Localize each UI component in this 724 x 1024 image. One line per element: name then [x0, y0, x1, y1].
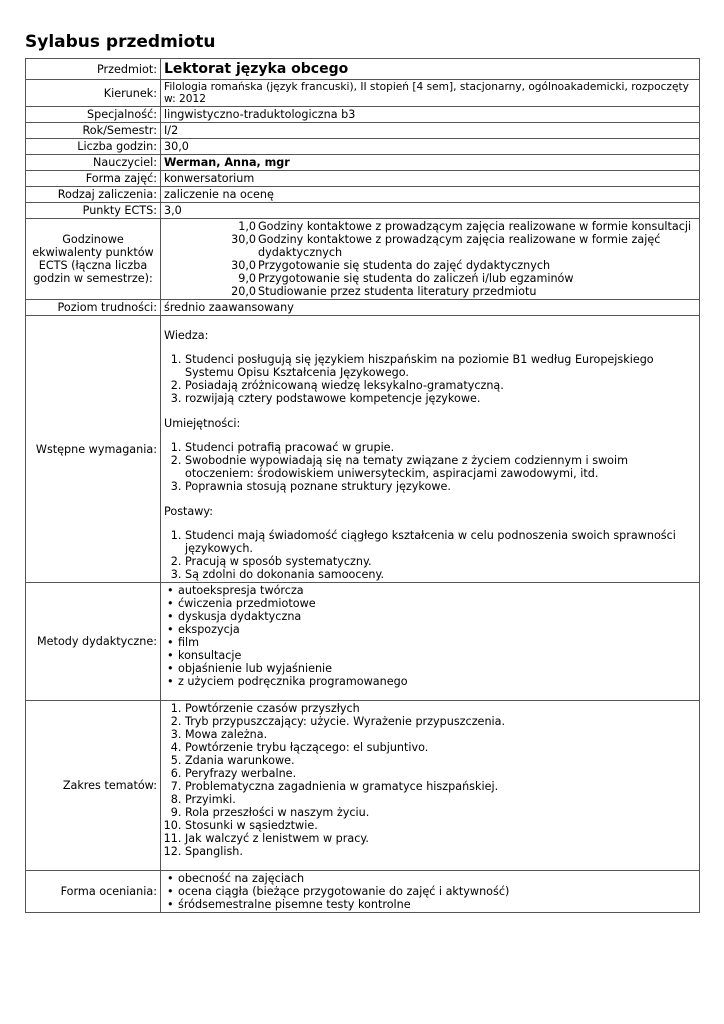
ects-item: [164, 220, 696, 233]
topics-list: [164, 702, 696, 858]
ects-item: [164, 285, 696, 298]
ects-text: Przygotowanie się studenta do zaliczeń i/lub egzaminów: [258, 272, 574, 285]
list-item: • z użyciem podręcznika programowanego: [178, 675, 696, 688]
row-poziom: [26, 300, 700, 316]
ects-text: Przygotowanie się studenta do zajęć dydaktycznych: [258, 259, 551, 272]
label-forma: Forma zajęć:: [26, 171, 161, 187]
ects-hours: 30,0: [231, 233, 256, 246]
ects-hours: 20,0: [231, 285, 256, 298]
list-item: 4. Powtórzenie trybu łączącego: el subjuntivo.: [185, 741, 696, 754]
row-grading: [26, 871, 700, 913]
row-rok: [26, 123, 700, 139]
list-item: 3. Są zdolni do dokonania samooceny.: [185, 568, 696, 581]
list-item: • ocena ciągła (bieżące przygotowanie do zajęć i aktywność): [178, 885, 696, 898]
requirements-heading-wiedza: Wiedza:: [164, 329, 209, 342]
list-item: 7. Problematyczna zagadnienia w gramatyce hiszpańskiej.: [185, 780, 696, 793]
grading-list: [164, 872, 696, 911]
list-item: 6. Peryfrazy werbalne.: [185, 767, 696, 780]
list-item: 8. Przyimki.: [185, 793, 696, 806]
value-przedmiot: Lektorat języka obcego: [161, 59, 700, 80]
value-kierunek: Filologia romańska (język francuski), II stopień [4 sem], stacjonarny, ogólnoakademicki, rozpoczęty w: 2012: [161, 80, 700, 107]
list-item: 1. Studenci mają świadomość ciągłego kształcenia w celu podnoszenia swoich sprawności językowych.: [185, 529, 696, 555]
label-godziny: Liczba godzin:: [26, 139, 161, 155]
ects-text: Godziny kontaktowe z prowadzącym zajęcia realizowane w formie zajęć dydaktycznych: [258, 233, 661, 259]
label-przedmiot: Przedmiot:: [26, 59, 161, 80]
ects-item: [164, 272, 696, 285]
list-item: 9. Rola przeszłości w naszym życiu.: [185, 806, 696, 819]
label-specjalnosc: Specjalność:: [26, 107, 161, 123]
row-methods: [26, 583, 700, 701]
label-requirements: Wstępne wymagania:: [26, 316, 161, 583]
row-ects-breakdown: [26, 219, 700, 300]
ects-item: [164, 259, 696, 272]
list-item: • autoekspresja twórcza: [178, 584, 696, 597]
list-item: 1. Powtórzenie czasów przyszłych: [185, 702, 696, 715]
value-godziny: 30,0: [161, 139, 700, 155]
row-topics: [26, 701, 700, 871]
row-godziny: [26, 139, 700, 155]
list-item: • dyskusja dydaktyczna: [178, 610, 696, 623]
list-item: • ćwiczenia przedmiotowe: [178, 597, 696, 610]
requirements-list-postawy: [164, 529, 696, 581]
value-nauczyciel: Werman, Anna, mgr: [161, 155, 700, 171]
list-item: 2. Posiadają zróżnicowaną wiedzę leksykalno-gramatyczną.: [185, 379, 696, 392]
value-forma: konwersatorium: [161, 171, 700, 187]
label-methods: Metody dydaktyczne:: [26, 583, 161, 701]
list-item: 5. Zdania warunkowe.: [185, 754, 696, 767]
syllabus-table: [25, 58, 700, 913]
label-topics: Zakres tematów:: [26, 701, 161, 871]
list-item: 1. Studenci posługują się językiem hiszpańskim na poziomie B1 według Europejskiego Systemu Opisu Kształcenia Językowego.: [185, 353, 696, 379]
ects-hours: 30,0: [231, 259, 256, 272]
requirements-heading-umiejetnosci: Umiejętności:: [164, 417, 241, 430]
list-item: 2. Swobodnie wypowiadają się na tematy związane z życiem codziennym i swoim otoczeniem: środowiskiem uniwersyteckim, aspiracjami zawodowymi, itd.: [185, 454, 696, 480]
label-kierunek: Kierunek:: [26, 80, 161, 107]
list-item: • śródsemestralne pisemne testy kontrolne: [178, 898, 696, 911]
value-ects: 3,0: [161, 203, 700, 219]
requirements-list-wiedza: [164, 353, 696, 405]
value-ects-breakdown: [161, 219, 700, 300]
label-rok: Rok/Semestr:: [26, 123, 161, 139]
row-kierunek: [26, 80, 700, 107]
value-topics: [161, 701, 700, 871]
list-item: • obecność na zajęciach: [178, 872, 696, 885]
label-ects: Punkty ECTS:: [26, 203, 161, 219]
list-item: 3. rozwijają cztery podstawowe kompetencje językowe.: [185, 392, 696, 405]
row-specjalnosc: [26, 107, 700, 123]
list-item: • ekspozycja: [178, 623, 696, 636]
ects-text: Godziny kontaktowe z prowadzącym zajęcia realizowane w formie konsultacji: [258, 220, 692, 233]
value-poziom: średnio zaawansowany: [161, 300, 700, 316]
list-item: • konsultacje: [178, 649, 696, 662]
list-item: • film: [178, 636, 696, 649]
value-rok: I/2: [161, 123, 700, 139]
row-forma: [26, 171, 700, 187]
row-ects: [26, 203, 700, 219]
list-item: 11. Jak walczyć z lenistwem w pracy.: [185, 832, 696, 845]
list-item: 1. Studenci potrafią pracować w grupie.: [185, 441, 696, 454]
list-item: 2. Tryb przypuszczający: użycie. Wyrażenie przypuszczenia.: [185, 715, 696, 728]
label-ects-breakdown: Godzinowe ekwiwalenty punktów ECTS (łączna liczba godzin w semestrze):: [26, 219, 161, 300]
row-przedmiot: [26, 59, 700, 80]
ects-hours: 9,0: [238, 272, 256, 285]
label-nauczyciel: Nauczyciel:: [26, 155, 161, 171]
label-grading: Forma oceniania:: [26, 871, 161, 913]
page-title: Sylabus przedmiotu: [25, 32, 216, 52]
list-item: 3. Mowa zależna.: [185, 728, 696, 741]
methods-list: [164, 584, 696, 688]
value-rodzaj: zaliczenie na ocenę: [161, 187, 700, 203]
value-grading: [161, 871, 700, 913]
ects-item: [164, 233, 696, 259]
label-rodzaj: Rodzaj zaliczenia:: [26, 187, 161, 203]
row-nauczyciel: [26, 155, 700, 171]
list-item: 12. Spanglish.: [185, 845, 696, 858]
requirements-heading-postawy: Postawy:: [164, 505, 213, 518]
row-requirements: [26, 316, 700, 583]
ects-hours: 1,0: [238, 220, 256, 233]
requirements-list-umiejetnosci: [164, 441, 696, 493]
ects-text: Studiowanie przez studenta literatury przedmiotu: [258, 285, 537, 298]
list-item: 10. Stosunki w sąsiedztwie.: [185, 819, 696, 832]
value-requirements: [161, 316, 700, 583]
value-methods: [161, 583, 700, 701]
list-item: • objaśnienie lub wyjaśnienie: [178, 662, 696, 675]
list-item: 3. Poprawnia stosują poznane struktury językowe.: [185, 480, 696, 493]
label-poziom: Poziom trudności:: [26, 300, 161, 316]
row-rodzaj: [26, 187, 700, 203]
value-specjalnosc: lingwistyczno-traduktologiczna b3: [161, 107, 700, 123]
list-item: 2. Pracują w sposób systematyczny.: [185, 555, 696, 568]
